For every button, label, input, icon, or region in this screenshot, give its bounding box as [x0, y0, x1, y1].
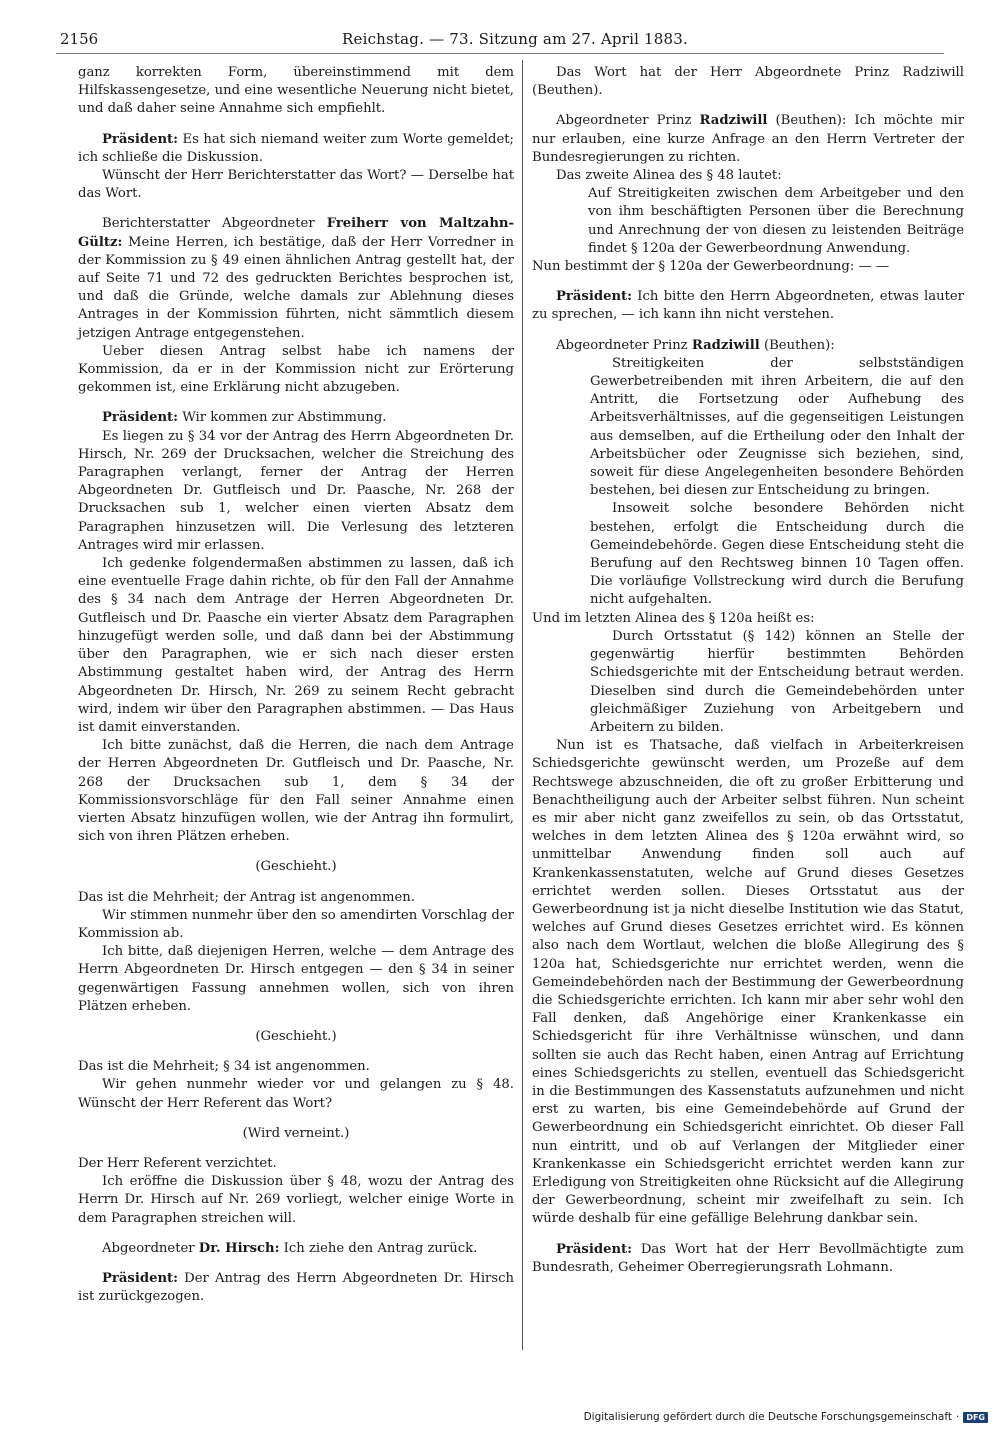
page-number: 2156 — [60, 30, 99, 48]
quoted-law: Durch Ortsstatut (§ 142) können an Stelle der gegenwärtig hierfür bestimmten Behörden Schiedsgerichte mit der Entscheidung betraut werden. Dieselben sind durch die Gemeindebehörden unter gleichmäßiger Zuziehung von Arbeitgebern und Arbeitern zu bilden. — [590, 628, 964, 735]
header-rule — [56, 53, 944, 54]
paragraph: Berichterstatter Abgeordneter Freiherr von Maltzahn-Gültz: Meine Herren, ich bestätige, daß der Herr Vorredner in der Kommission zu § 49 einen ähnlichen Antrag gestellt hat, der auf Seite 71 und 72 des gedruckten Berichtes besprochen ist, und daß die Gründe, welche damals zur Ablehnung dieses Antrages in der Kommission führten, nicht sämmtlich diesem jetzigen Antrage entgegenstehen. — [78, 216, 514, 341]
paragraph: Das zweite Alinea des § 48 lautet: — [556, 168, 782, 184]
paragraph: Und im letzten Alinea des § 120a heißt es: — [532, 610, 815, 626]
paragraph: Das ist die Mehrheit; der Antrag ist angenommen. — [78, 889, 415, 905]
paragraph: Nun bestimmt der § 120a der Gewerbeordnung: — — — [532, 259, 890, 275]
page-header — [56, 26, 944, 54]
quoted-law: Streitigkeiten der selbstständigen Gewerbetreibenden mit ihren Arbeitern, die auf den Antritt, die Fortsetzung oder Aufhebung des Arbeitsverhältnisses, auf die gegenseitigen Leistungen aus demselben, auf die Ertheilung oder den Inhalt der Arbeitsbücher oder Zeugnisse sich beziehen, sind, soweit für diese Angelegenheiten besondere Behörden bestehen, bei diesen zur Entscheidung zu bringen. — [590, 355, 964, 499]
digitization-credit: Digitalisierung gefördert durch die Deutsche Forschungsgemeinschaft · DFG — [584, 1411, 988, 1423]
paragraph: Präsident: Der Antrag des Herrn Abgeordneten Dr. Hirsch ist zurückgezogen. — [78, 1270, 514, 1305]
paragraph: Wir gehen nunmehr wieder vor und gelangen zu § 48. Wünscht der Herr Referent das Wort? — [78, 1077, 514, 1111]
left-column — [78, 64, 514, 1306]
paragraph: Nun ist es Thatsache, daß vielfach in Arbeiterkreisen Schiedsgerichte gewünscht werden, um Prozeße auf dem Rechtswege abzuschneiden, die oft zu großer Erbitterung und Benachtheiligung auch der Arbeiter selbst führen. Nun scheint es mir aber nicht ganz zweifellos zu sein, ob das Ortsstatut, welches in dem letzten Alinea des § 120a erwähnt wird, so unmittelbar Anwendung finden soll auch auf Krankenkassenstatuten, welche auf Grund dieses Gesetzes errichtet werden sollen. Dieses Ortsstatut aus der Gewerbeordnung ist ja nicht dieselbe Institution wie das Statut, welches auf Grund dieses Gesetzes errichtet wird. Es können also nach dem Wortlaut, welchen die bloße Allegirung des § 120a hat, Schiedsgerichte nur errichtet werden, wenn die Gemeindebehörden nach der Bestimmung der Gewerbeordnung die Schiedsgerichte errichten. Ich kann mir aber sehr wohl den Fall denken, daß Angehörige einer Krankenkasse ein Schiedsgericht für ihre Verhältnisse wünschen, und dann sollten sie auch das Recht haben, einen Antrag auf Errichtung eines Schiedsgerichts zu stellen, eventuell das Schiedsgericht in die Bestimmungen des Kassenstatuts aufzunehmen und nicht erst zu warten, bis eine Gemeindebehörde auf Grund der Gewerbeordnung ein Schiedsgericht einrichtet. Ob dieser Fall nun eintritt, und ob auf Verlangen der Mitglieder einer Krankenkasse ein Schiedsgericht errichtet werden kann zur Erledigung von Streitigkeiten ohne Rücksicht auf die Allegirung der Gewerbeordnung, scheint mir zweifelhaft zu sein. Ich würde deshalb für eine gefällige Belehrung dankbar sein. — [532, 738, 964, 1227]
quoted-law: Insoweit solche besondere Behörden nicht bestehen, erfolgt die Entscheidung durch die Gemeindebehörde. Gegen diese Entscheidung steht die Berufung auf den Rechtsweg binnen 10 Tagen offen. Die vorläufige Vollstreckung wird durch die Berufung nicht aufgehalten. — [590, 501, 964, 608]
paragraph: Ueber diesen Antrag selbst habe ich namens der Kommission, da er in der Kommission nicht zur Erörterung gekommen ist, eine Erklärung nicht abzugeben. — [78, 343, 514, 396]
credit-text: Digitalisierung gefördert durch die Deutsche Forschungsgemeinschaft — [583, 1411, 952, 1423]
speaker-name: Präsident: — [556, 1241, 633, 1257]
right-column — [532, 64, 964, 1277]
paragraph: Abgeordneter Prinz Radziwill (Beuthen): — [556, 337, 835, 353]
speaker-name: Freiherr von Maltzahn-Gültz: — [78, 216, 514, 250]
paragraph: Wir stimmen nunmehr über den so amendirten Vorschlag der Kommission ab. — [78, 907, 514, 941]
dfg-logo: DFG — [963, 1412, 988, 1423]
paragraph: Präsident: Das Wort hat der Herr Bevollmächtigte zum Bundesrath, Geheimer Oberregierungsrath Lohmann. — [532, 1241, 964, 1275]
paragraph: Ich gedenke folgendermaßen abstimmen zu lassen, daß ich eine eventuelle Frage dahin richte, ob für den Fall der Annahme des § 34 nach dem Antrage der Herren Abgeordneten Dr. Gutfleisch und Dr. Paasche ein vierter Absatz dem Paragraphen hinzugefügt werden solle, und daß dann bei der Abstimmung über den Paragraphen, wie er sich nach dieser ersten Abstimmung gestaltet haben wird, der Antrag des Herrn Abgeordneten Dr. Hirsch, Nr. 269 zu seinem Recht gebracht wird, indem wir über den Paragraphen abstimmen. — Das Haus ist damit einverstanden. — [78, 556, 514, 735]
speaker-name: Präsident: — [102, 1270, 179, 1286]
paragraph: Ich bitte zunächst, daß die Herren, die nach dem Antrage der Herren Abgeordneten Dr. Gutfleisch und Dr. Paasche, Nr. 268 der Drucksachen sub 1, dem § 34 der Kommissionsvorschläge für den Fall seiner Annahme einen vierten Absatz hinzufügen wollen, wie der Antrag ihn formulirt, sich von ihren Plätzen erheben. — [78, 738, 514, 845]
speaker-name: Präsident: — [556, 289, 633, 305]
paragraph: Ich bitte, daß diejenigen Herren, welche — dem Antrage des Herrn Abgeordneten Dr. Hirsch entgegen — den § 34 in seiner gegenwärtigen Fassung annehmen wollen, sich von ihren Plätzen erheben. — [78, 944, 514, 1014]
paragraph: ganz korrekten Form, übereinstimmend mit dem Hilfskassengesetze, und eine wesentliche Neuerung nicht bietet, und daß daher seine Annahme sich empfiehlt. — [78, 65, 514, 117]
paragraph: Ich eröffne die Diskussion über § 48, wozu der Antrag des Herrn Dr. Hirsch auf Nr. 269 vorliegt, welcher einige Worte in dem Paragraphen streichen will. — [78, 1174, 514, 1226]
paragraph: Präsident: Wir kommen zur Abstimmung. — [102, 410, 387, 426]
paragraph: Der Herr Referent verzichtet. — [78, 1155, 277, 1171]
column-divider — [522, 60, 523, 1350]
paragraph: Das Wort hat der Herr Abgeordnete Prinz Radziwill (Beuthen). — [532, 65, 964, 99]
paragraph: Abgeordneter Dr. Hirsch: Ich ziehe den Antrag zurück. — [102, 1240, 478, 1256]
running-head: Reichstag. — 73. Sitzung am 27. April 1883. — [342, 30, 688, 48]
speaker-name: Präsident: — [102, 131, 179, 147]
speaker-name: Radziwill — [699, 113, 768, 129]
speaker-name: Dr. Hirsch: — [198, 1240, 280, 1256]
paragraph: Präsident: Es hat sich niemand weiter zum Worte gemeldet; ich schließe die Diskussion. — [78, 131, 514, 165]
stage-direction: (Geschieht.) — [255, 1028, 337, 1044]
quoted-law: Auf Streitigkeiten zwischen dem Arbeitgeber und den von ihm beschäftigten Personen über die Berechnung und Anrechnung der von diesen zu leistenden Beiträge findet § 120a der Gewerbeordnung Anwendung. — [588, 186, 964, 256]
paragraph: Das ist die Mehrheit; § 34 ist angenommen. — [78, 1059, 370, 1075]
paragraph: Abgeordneter Prinz Radziwill (Beuthen): Ich möchte mir nur erlauben, eine kurze Anfrage an den Herrn Vertreter der Bundesregierungen zu richten. — [532, 113, 964, 165]
speaker-name: Radziwill — [691, 337, 760, 353]
speaker-name: Präsident: — [102, 410, 179, 426]
stage-direction: (Wird verneint.) — [242, 1125, 350, 1141]
paragraph: Wünscht der Herr Berichterstatter das Wort? — Derselbe hat das Wort. — [78, 168, 514, 202]
paragraph: Es liegen zu § 34 vor der Antrag des Herrn Abgeordneten Dr. Hirsch, Nr. 269 der Drucksachen, welcher die Streichung des Paragraphen verlangt, ferner der Antrag der Herren Abgeordneten Dr. Gutfleisch und Dr. Paasche, Nr. 268 der Drucksachen sub 1, welcher einen vierten Absatz dem Paragraphen hinzusetzen will. Die Verlesung des letzteren Antrages wird mir erlassen. — [78, 428, 514, 553]
stage-direction: (Geschieht.) — [255, 859, 337, 875]
paragraph: Präsident: Ich bitte den Herrn Abgeordneten, etwas lauter zu sprechen, — ich kann ihn nicht verstehen. — [532, 289, 964, 323]
